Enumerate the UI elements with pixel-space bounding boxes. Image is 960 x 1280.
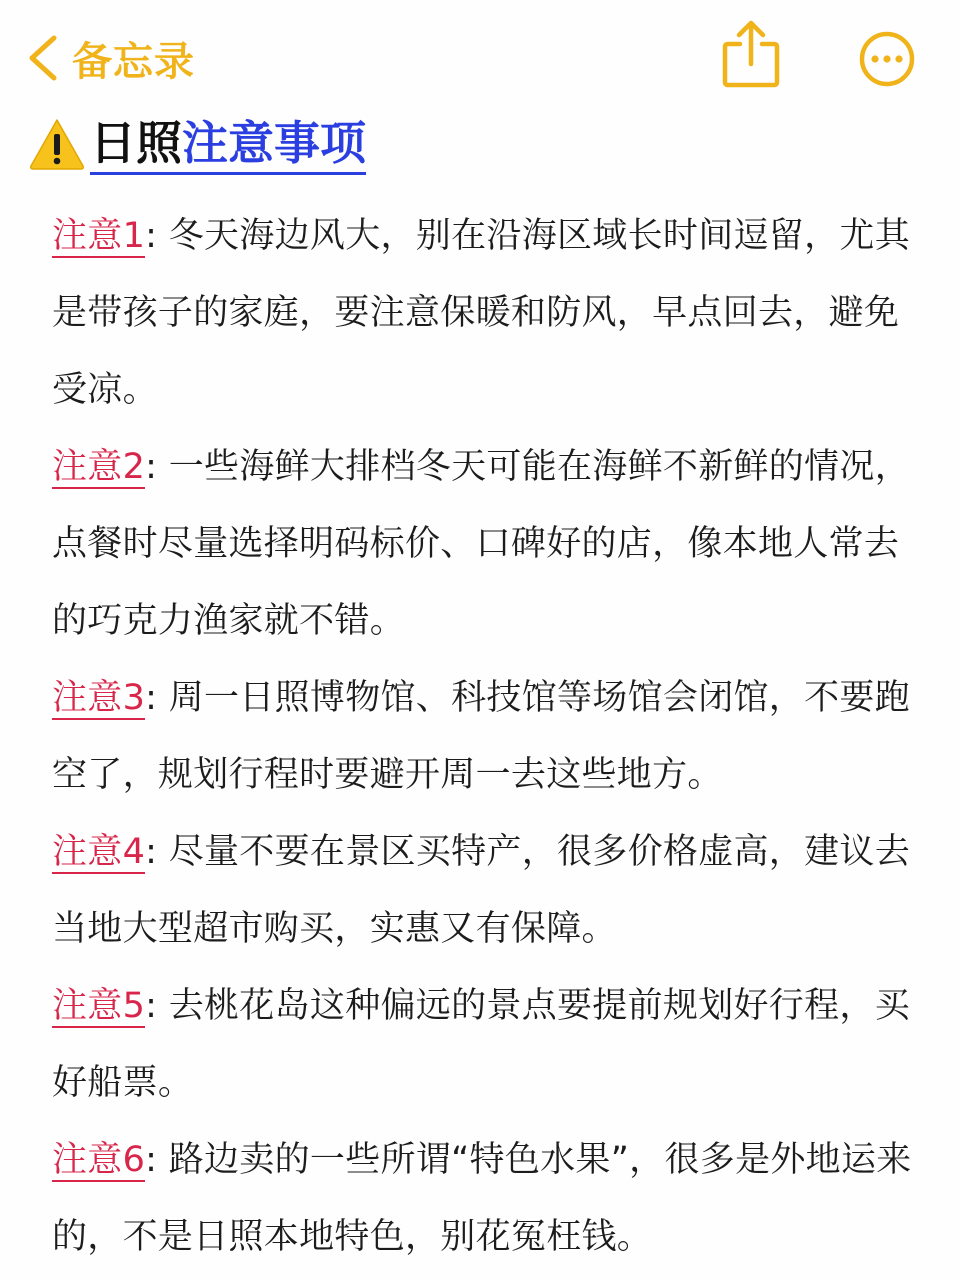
note-5: 注意5: 去桃花岛这种偏远的景点要提前规划好行程，买好船票。 — [52, 986, 911, 1103]
title-text — [90, 114, 366, 175]
note-label: 注意3 — [52, 678, 146, 718]
note-label: 注意4 — [52, 832, 146, 872]
note-label: 注意6 — [52, 1140, 146, 1180]
note-text: 周一日照博物馆、科技馆等场馆会闭馆，不要跑空了，规划行程时要避开周一去这些地方。 — [52, 678, 911, 795]
title-part-2: 注意事项 — [182, 115, 366, 170]
note-label: 注意2 — [52, 447, 146, 487]
back-button[interactable] — [22, 30, 195, 86]
note-text: 去桃花岛这种偏远的景点要提前规划好行程，买好船票。 — [52, 986, 911, 1103]
note-6: 注意6: 路边卖的一些所谓“特色水果”，很多是外地运来的，不是日照本地特色，别花冤枉钱。 — [52, 1140, 912, 1257]
back-label: 备忘录 — [72, 38, 195, 85]
note-3: 注意3: 周一日照博物馆、科技馆等场馆会闭馆，不要跑空了，规划行程时要避开周一去这些地方。 — [52, 678, 911, 795]
note-text: 尽量不要在景区买特产，很多价格虚高，建议去当地大型超市购买，实惠又有保障。 — [52, 832, 911, 949]
notes-list — [52, 198, 922, 1276]
page-title — [28, 112, 366, 176]
note-1: 注意1: 冬天海边风大，别在沿海区域长时间逗留，尤其是带孩子的家庭，要注意保暖和防风，早点回去，避免受凉。 — [52, 216, 911, 410]
note-label: 注意1 — [52, 216, 146, 256]
warning-icon — [28, 115, 86, 173]
top-bar — [0, 0, 960, 110]
note-text: 一些海鲜大排档冬天可能在海鲜不新鲜的情况，点餐时尽量选择明码标价、口碑好的店，像本地人常去的巧克力渔家就不错。 — [52, 447, 911, 641]
note-2: 注意2: 一些海鲜大排档冬天可能在海鲜不新鲜的情况，点餐时尽量选择明码标价、口碑好的店，像本地人常去的巧克力渔家就不错。 — [52, 447, 911, 641]
title-part-1: 日照 — [90, 115, 182, 170]
share-icon[interactable] — [720, 18, 782, 90]
note-4: 注意4: 尽量不要在景区买特产，很多价格虚高，建议去当地大型超市购买，实惠又有保障。 — [52, 832, 911, 949]
note-label: 注意5 — [52, 986, 146, 1026]
note-text: 冬天海边风大，别在沿海区域长时间逗留，尤其是带孩子的家庭，要注意保暖和防风，早点回去，避免受凉。 — [52, 216, 911, 410]
note-text: 路边卖的一些所谓“特色水果”，很多是外地运来的，不是日照本地特色，别花冤枉钱。 — [52, 1140, 912, 1257]
chevron-left-icon — [22, 30, 70, 86]
more-icon[interactable] — [858, 30, 916, 88]
